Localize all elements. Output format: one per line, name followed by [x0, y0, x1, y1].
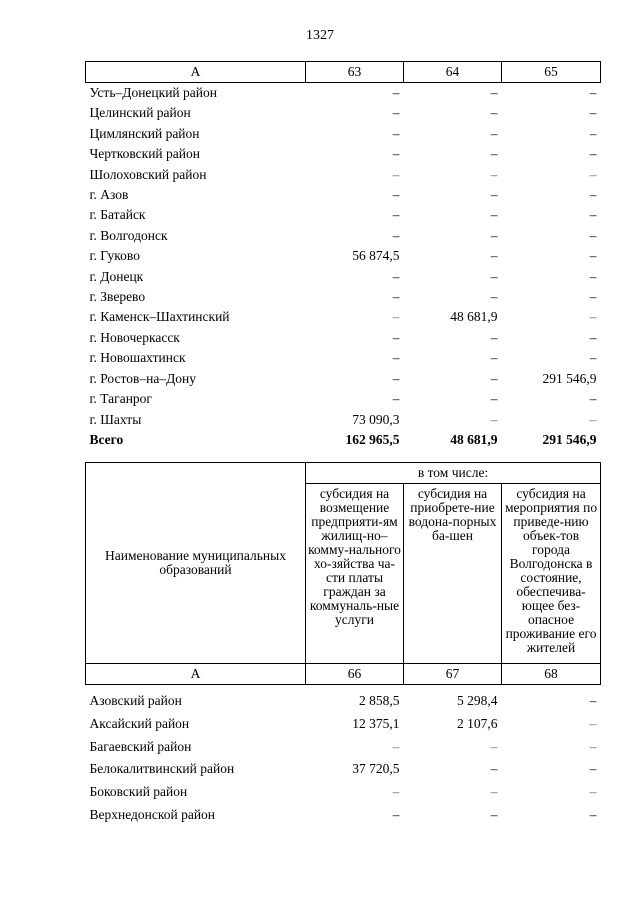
cell-value: – — [589, 391, 597, 407]
cell-value: – — [490, 411, 498, 427]
cell-value: – — [490, 187, 498, 203]
cell-value: 73 090,3 — [352, 411, 400, 427]
column-header: 64 — [404, 62, 502, 83]
table-row — [86, 267, 601, 287]
column-number: 67 — [404, 664, 502, 685]
table-row — [86, 736, 601, 759]
cell-value: – — [392, 784, 400, 800]
cell-value: – — [589, 761, 597, 777]
municipality-name: г. Таганрог — [89, 391, 152, 407]
table-row — [86, 165, 601, 185]
column-header-utilities-subsidy: субсидия на возмещение предприяти-ям жилищ-но–комму-нального хо-зяйства ча-сти платы граждан за коммуналь-ные услуги — [306, 484, 404, 664]
column-number: 68 — [502, 664, 601, 685]
table-row — [86, 185, 601, 205]
cell-value: – — [490, 248, 498, 264]
table-row — [86, 713, 601, 736]
table-continuation — [85, 61, 601, 450]
cell-value: – — [589, 105, 597, 121]
table-row — [86, 246, 601, 266]
cell-value: – — [490, 761, 498, 777]
municipality-name: Боковский район — [89, 784, 188, 800]
cell-value: – — [589, 268, 597, 284]
table-row — [86, 144, 601, 164]
cell-value: – — [589, 227, 597, 243]
cell-value: – — [589, 187, 597, 203]
municipality-name: Верхнедонской район — [89, 806, 216, 822]
cell-value: – — [490, 738, 498, 754]
cell-value: – — [589, 289, 597, 305]
table-row — [86, 226, 601, 246]
cell-value: – — [490, 207, 498, 223]
cell-value: – — [490, 391, 498, 407]
cell-value: – — [490, 289, 498, 305]
table-row — [86, 307, 601, 327]
cell-value: 48 681,9 — [450, 309, 498, 325]
municipality-name: Багаевский район — [89, 738, 192, 754]
cell-value: – — [490, 227, 498, 243]
column-header-volgodonsk-subsidy: субсидия на мероприятия по приведе-нию объек-тов города Волгодонска в состояние, обеспечива-ющее без-опасное проживание его жителей — [502, 484, 601, 664]
cell-value: 2 107,6 — [457, 715, 498, 731]
cell-value: 56 874,5 — [352, 248, 400, 264]
group-header-row — [86, 463, 601, 484]
municipality-name: Азовский район — [89, 693, 182, 708]
municipality-name: г. Волгодонск — [89, 227, 168, 243]
table-row — [86, 287, 601, 307]
cell-value: – — [490, 268, 498, 284]
cell-value: 12 375,1 — [352, 715, 400, 731]
table-row — [86, 410, 601, 430]
table-row — [86, 103, 601, 123]
column-number: А — [86, 664, 306, 685]
municipality-name: Цимлянский район — [89, 125, 200, 141]
municipality-column-header: Наименование муниципальных образований — [86, 463, 306, 664]
cell-value: – — [589, 806, 597, 822]
total-value: 291 546,9 — [542, 431, 597, 447]
cell-value: – — [392, 166, 400, 182]
table-row — [86, 804, 601, 827]
cell-value: – — [392, 391, 400, 407]
total-row — [86, 430, 601, 450]
cell-value: – — [392, 207, 400, 223]
cell-value: – — [589, 125, 597, 141]
cell-value: – — [589, 309, 597, 325]
cell-value: 291 546,9 — [542, 370, 597, 386]
cell-value: – — [589, 715, 597, 731]
including-header: в том числе: — [306, 463, 601, 484]
cell-value: – — [490, 329, 498, 345]
cell-value: – — [490, 166, 498, 182]
table-row — [86, 369, 601, 389]
cell-value: – — [392, 268, 400, 284]
municipality-name: г. Шахты — [89, 411, 142, 427]
cell-value: – — [589, 207, 597, 223]
municipality-name: Целинский район — [89, 105, 191, 121]
cell-value: – — [490, 105, 498, 121]
subsidy-table — [85, 462, 601, 827]
column-header: 63 — [306, 62, 404, 83]
table-row — [86, 348, 601, 368]
cell-value: – — [589, 784, 597, 800]
column-header: А — [86, 62, 306, 83]
table-row — [86, 328, 601, 348]
column-number: 66 — [306, 664, 404, 685]
cell-value: – — [392, 146, 400, 162]
cell-value: – — [589, 329, 597, 345]
total-value: 162 965,5 — [345, 431, 400, 447]
cell-value: – — [392, 309, 400, 325]
table-row — [86, 389, 601, 409]
municipality-name: Шолоховский район — [89, 166, 207, 182]
cell-value: – — [392, 350, 400, 366]
municipality-name: Чертковский район — [89, 146, 200, 162]
cell-value: – — [589, 738, 597, 754]
cell-value: – — [490, 350, 498, 366]
table-row — [86, 781, 601, 804]
municipality-name: Белокалитвинский район — [89, 761, 235, 777]
cell-value: – — [490, 85, 498, 100]
cell-value: – — [392, 806, 400, 822]
cell-value: – — [589, 693, 597, 708]
table-row — [86, 690, 601, 713]
cell-value: – — [589, 146, 597, 162]
municipality-name: г. Новочеркасск — [89, 329, 180, 345]
municipality-name: г. Зверево — [89, 289, 146, 305]
cell-value: 5 298,4 — [457, 693, 498, 708]
page-number: 1327 — [306, 28, 334, 43]
cell-value: – — [490, 146, 498, 162]
cell-value: – — [589, 85, 597, 100]
total-value: 48 681,9 — [450, 431, 498, 447]
table-row — [86, 124, 601, 144]
municipality-name: г. Азов — [89, 187, 129, 203]
municipality-name: г. Батайск — [89, 207, 146, 223]
cell-value: – — [392, 187, 400, 203]
cell-value: – — [490, 806, 498, 822]
municipality-name: г. Гуково — [89, 248, 140, 264]
table-header-row — [86, 62, 601, 83]
cell-value: – — [589, 166, 597, 182]
table-row — [86, 83, 601, 104]
cell-value: – — [392, 125, 400, 141]
cell-value: – — [392, 227, 400, 243]
municipality-name: Усть–Донецкий район — [89, 85, 217, 100]
column-header: 65 — [502, 62, 601, 83]
cell-value: – — [490, 125, 498, 141]
municipality-name: г. Каменск–Шахтинский — [89, 309, 230, 325]
cell-value: 37 720,5 — [352, 761, 400, 777]
cell-value: – — [490, 784, 498, 800]
cell-value: – — [392, 85, 400, 100]
table-row — [86, 205, 601, 225]
table-row — [86, 758, 601, 781]
cell-value: – — [490, 370, 498, 386]
column-numbers-row — [86, 664, 601, 685]
cell-value: – — [392, 105, 400, 121]
cell-value: – — [392, 738, 400, 754]
cell-value: – — [589, 350, 597, 366]
cell-value: 2 858,5 — [359, 693, 400, 708]
cell-value: – — [392, 329, 400, 345]
column-header-water-towers-subsidy: субсидия на приобрете-ние водона-порных ба-шен — [404, 484, 502, 664]
total-label: Всего — [89, 431, 124, 447]
municipality-name: г. Новошахтинск — [89, 350, 186, 366]
cell-value: – — [392, 289, 400, 305]
cell-value: – — [589, 411, 597, 427]
cell-value: – — [589, 248, 597, 264]
municipality-name: г. Донецк — [89, 268, 144, 284]
municipality-name: г. Ростов–на–Дону — [89, 370, 197, 386]
municipality-name: Аксайский район — [89, 715, 190, 731]
cell-value: – — [392, 370, 400, 386]
